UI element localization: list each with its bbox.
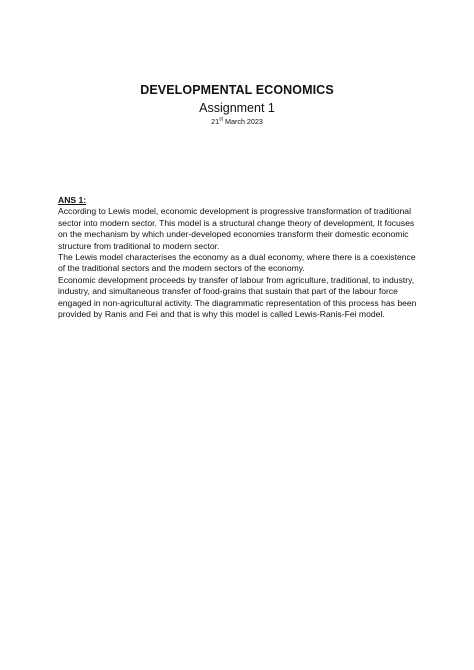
document-header: [0, 82, 474, 127]
answer-section: [58, 195, 420, 320]
document-title: DEVELOPMENTAL ECONOMICS: [140, 83, 334, 97]
answer-paragraph-3: Economic development proceeds by transfer of labour from agriculture, traditional, to industry, industry, and simultaneous transfer of food-grains that sustain that part of the labour force engaged in non-agricultural activity. The diagrammatic representation of this process has been provided by Ranis and Fei and that is why this model is called Lewis-Ranis-Fei model.: [58, 274, 417, 320]
answer-paragraph-2: The Lewis model characterises the economy as a dual economy, where there is a coexistence of the traditional sectors and the modern sectors of the economy.: [58, 252, 416, 274]
date-ordinal-suffix: st: [219, 116, 223, 123]
date-day: 21: [211, 117, 220, 126]
assignment-subtitle: Assignment 1: [199, 101, 275, 115]
answer-label: ANS 1:: [58, 195, 87, 205]
date-month-year: March 2023: [222, 117, 263, 126]
assignment-date: [0, 117, 474, 127]
answer-paragraph-1: According to Lewis model, economic development is progressive transformation of traditional sector into modern sector. This model is a structural change theory of development, It focuses on the mechanism by which under-developed economies transform their domestic economic structure from traditional to modern sector.: [58, 206, 415, 251]
